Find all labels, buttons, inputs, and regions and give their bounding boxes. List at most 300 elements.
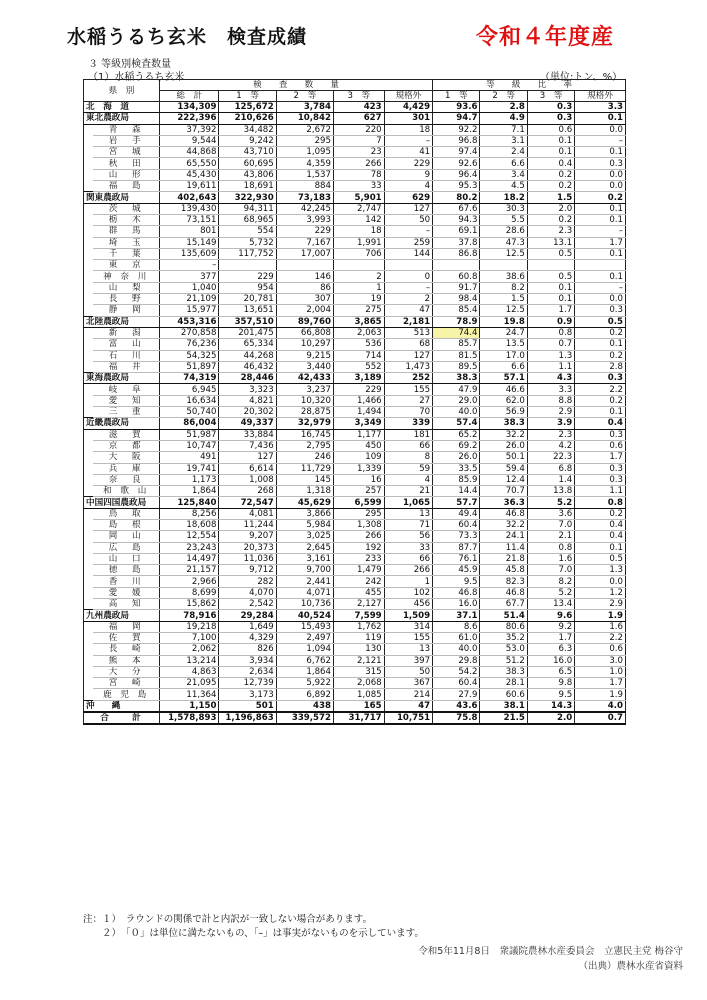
value-cell: 4.5: [480, 181, 527, 192]
value-cell: 1,649: [219, 621, 276, 632]
value-cell: 2,127: [334, 599, 385, 610]
table-row: [84, 407, 626, 418]
indent-cell: [84, 158, 94, 169]
value-cell: 76,236: [160, 339, 219, 350]
value-cell: 155: [384, 384, 432, 395]
value-cell: 19,218: [160, 621, 219, 632]
value-cell: 181: [384, 429, 432, 440]
value-cell: 2,645: [276, 542, 333, 553]
value-cell: 19,741: [160, 463, 219, 474]
value-cell: 229: [219, 271, 276, 282]
indent-cell: [84, 407, 94, 418]
value-cell: 1,196,863: [219, 712, 276, 724]
value-cell: 9.5: [433, 576, 480, 587]
value-cell: 1,008: [219, 474, 276, 485]
value-cell: 127: [219, 452, 276, 463]
value-cell: 8.8: [527, 395, 574, 406]
value-cell: 40.0: [433, 644, 480, 655]
value-cell: 6,892: [276, 689, 333, 700]
table-row: [84, 361, 626, 372]
value-cell: 10,736: [276, 599, 333, 610]
value-cell: 3.6: [527, 508, 574, 519]
value-cell: 0.1: [527, 294, 574, 305]
value-cell: 1,473: [384, 361, 432, 372]
value-cell: 2,795: [276, 440, 333, 451]
value-cell: 0.6: [575, 644, 626, 655]
value-cell: 7.1: [480, 124, 527, 135]
value-cell: 0.2: [575, 395, 626, 406]
table-row: [84, 440, 626, 451]
value-cell: 0.1: [575, 339, 626, 350]
region-name: 北 海 道: [84, 102, 160, 113]
value-cell: 629: [384, 192, 432, 203]
value-cell: 6,599: [334, 497, 385, 508]
table-row: [84, 531, 626, 542]
value-cell: 229: [334, 384, 385, 395]
value-cell: 21,157: [160, 565, 219, 576]
value-cell: 19.8: [480, 316, 527, 327]
value-cell: 1.3: [527, 350, 574, 361]
value-cell: [276, 260, 333, 271]
value-cell: 19,611: [160, 181, 219, 192]
value-cell: 36.3: [480, 497, 527, 508]
region-name: 沖 縄: [84, 700, 160, 712]
value-cell: 3,173: [219, 689, 276, 700]
value-cell: 66,808: [276, 327, 333, 338]
value-cell: 13: [384, 644, 432, 655]
value-cell: 282: [219, 576, 276, 587]
indent-cell: [84, 644, 94, 655]
value-cell: 98.4: [433, 294, 480, 305]
value-cell: 45,430: [160, 169, 219, 180]
value-cell: 15,862: [160, 599, 219, 610]
value-cell: 257: [334, 486, 385, 497]
region-row: [84, 497, 626, 508]
value-cell: 21,095: [160, 678, 219, 689]
value-cell: 9.6: [527, 610, 574, 621]
value-cell: 0.6: [575, 440, 626, 451]
value-cell: 46.8: [480, 587, 527, 598]
value-cell: 29.0: [433, 395, 480, 406]
value-cell: 67.6: [433, 203, 480, 214]
value-cell: 3.1: [480, 135, 527, 146]
indent-cell: [84, 294, 94, 305]
value-cell: 26.0: [480, 440, 527, 451]
value-cell: 40.0: [433, 407, 480, 418]
value-cell: 15,977: [160, 305, 219, 316]
value-cell: 27.9: [433, 689, 480, 700]
value-cell: 59: [384, 463, 432, 474]
value-cell: 0.7: [527, 339, 574, 350]
value-cell: 0.3: [575, 474, 626, 485]
value-cell: 4.0: [575, 700, 626, 712]
value-cell: 1,173: [160, 474, 219, 485]
value-cell: 268: [219, 486, 276, 497]
value-cell: 67.7: [480, 599, 527, 610]
value-cell: 453,316: [160, 316, 219, 327]
value-cell: 21.8: [480, 553, 527, 564]
value-cell: 0: [384, 271, 432, 282]
value-cell: 0.1: [527, 135, 574, 146]
value-cell: 3,784: [276, 102, 333, 113]
indent-cell: [84, 181, 94, 192]
value-cell: 1,177: [334, 429, 385, 440]
value-cell: 1,150: [160, 700, 219, 712]
value-cell: –: [384, 282, 432, 293]
indent-cell: [84, 666, 94, 677]
prefecture-name: 東 京: [93, 260, 159, 271]
value-cell: 0.1: [575, 542, 626, 553]
table-row: [84, 384, 626, 395]
value-cell: 135,609: [160, 248, 219, 259]
prefecture-name: 和 歌 山: [93, 486, 159, 497]
value-cell: 0.3: [575, 429, 626, 440]
table-row: [84, 282, 626, 293]
prefecture-name: 岩 手: [93, 135, 159, 146]
value-cell: 109: [334, 452, 385, 463]
value-cell: 0.7: [575, 712, 626, 724]
table-row: [84, 226, 626, 237]
value-cell: 95.3: [433, 181, 480, 192]
value-cell: 455: [334, 587, 385, 598]
prefecture-name: 山 口: [93, 553, 159, 564]
value-cell: 954: [219, 282, 276, 293]
value-cell: 73,183: [276, 192, 333, 203]
indent-cell: [84, 689, 94, 700]
value-cell: 9: [384, 169, 432, 180]
value-cell: [433, 260, 480, 271]
section-heading: ３ 等級別検査数量: [88, 59, 172, 70]
value-cell: 62.0: [480, 395, 527, 406]
indent-cell: [84, 553, 94, 564]
value-cell: 0.8: [527, 542, 574, 553]
table-row: [84, 158, 626, 169]
value-cell: 51.2: [480, 655, 527, 666]
value-cell: 0.2: [575, 508, 626, 519]
value-cell: 80.6: [480, 621, 527, 632]
value-cell: 45,629: [276, 497, 333, 508]
total-name: 合 計: [84, 712, 160, 724]
value-cell: 0.5: [575, 316, 626, 327]
value-cell: 74.4: [433, 327, 480, 338]
header-grade3-qty: 3 等: [334, 91, 385, 102]
value-cell: 130: [334, 644, 385, 655]
value-cell: 6,945: [160, 384, 219, 395]
indent-cell: [84, 226, 94, 237]
value-cell: 13,214: [160, 655, 219, 666]
value-cell: –: [575, 135, 626, 146]
prefecture-name: 新 潟: [93, 327, 159, 338]
value-cell: 3.4: [480, 169, 527, 180]
value-cell: 229: [384, 158, 432, 169]
value-cell: 1,991: [334, 237, 385, 248]
value-cell: 13: [384, 508, 432, 519]
value-cell: 9,544: [160, 135, 219, 146]
value-cell: 6.8: [527, 463, 574, 474]
value-cell: 266: [334, 531, 385, 542]
table-row: [84, 135, 626, 146]
value-cell: 0.4: [575, 418, 626, 429]
value-cell: 4: [384, 474, 432, 485]
value-cell: 13,651: [219, 305, 276, 316]
value-cell: 9,207: [219, 531, 276, 542]
value-cell: 16.0: [527, 655, 574, 666]
table-row: [84, 655, 626, 666]
indent-cell: [84, 203, 94, 214]
value-cell: 5.5: [480, 214, 527, 225]
prefecture-name: 福 岡: [93, 621, 159, 632]
value-cell: 266: [384, 565, 432, 576]
value-cell: 4.3: [527, 373, 574, 384]
value-cell: 73,151: [160, 214, 219, 225]
value-cell: 60.6: [480, 689, 527, 700]
value-cell: 2,062: [160, 644, 219, 655]
value-cell: 1,864: [276, 666, 333, 677]
value-cell: 21,109: [160, 294, 219, 305]
value-cell: 38.6: [480, 271, 527, 282]
value-cell: 1.6: [527, 553, 574, 564]
value-cell: 18.2: [480, 192, 527, 203]
value-cell: 85.7: [433, 339, 480, 350]
indent-cell: [84, 632, 94, 643]
value-cell: 17,007: [276, 248, 333, 259]
value-cell: 85.9: [433, 474, 480, 485]
value-cell: 38.3: [480, 666, 527, 677]
value-cell: 51,897: [160, 361, 219, 372]
value-cell: 339: [384, 418, 432, 429]
header-substandard-ratio: 規格外: [575, 91, 626, 102]
region-name: 東海農政局: [84, 373, 160, 384]
value-cell: 210,626: [219, 113, 276, 124]
value-cell: 127: [384, 203, 432, 214]
value-cell: 4,821: [219, 395, 276, 406]
value-cell: 0.0: [575, 294, 626, 305]
value-cell: 86,004: [160, 418, 219, 429]
value-cell: 33,884: [219, 429, 276, 440]
table-row: [84, 553, 626, 564]
value-cell: 307: [276, 294, 333, 305]
table-row: [84, 463, 626, 474]
value-cell: 87.7: [433, 542, 480, 553]
value-cell: 56.9: [480, 407, 527, 418]
value-cell: 501: [219, 700, 276, 712]
value-cell: 0.8: [575, 497, 626, 508]
value-cell: 24.1: [480, 531, 527, 542]
indent-cell: [84, 124, 94, 135]
value-cell: 32.2: [480, 429, 527, 440]
prefecture-name: 静 岡: [93, 305, 159, 316]
value-cell: 884: [276, 181, 333, 192]
value-cell: 33: [384, 542, 432, 553]
value-cell: 450: [334, 440, 385, 451]
value-cell: 266: [334, 158, 385, 169]
value-cell: 1,578,893: [160, 712, 219, 724]
value-cell: 127: [384, 350, 432, 361]
value-cell: 423: [334, 102, 385, 113]
value-cell: 1.7: [527, 305, 574, 316]
table-row: [84, 542, 626, 553]
value-cell: 3,323: [219, 384, 276, 395]
prefecture-name: 群 馬: [93, 226, 159, 237]
value-cell: 0.1: [527, 147, 574, 158]
indent-cell: [84, 621, 94, 632]
table-row: [84, 339, 626, 350]
value-cell: 69.2: [433, 440, 480, 451]
value-cell: 1,339: [334, 463, 385, 474]
value-cell: 0.2: [527, 214, 574, 225]
value-cell: 1,094: [276, 644, 333, 655]
value-cell: 4,070: [219, 587, 276, 598]
prefecture-name: 秋 田: [93, 158, 159, 169]
value-cell: 23,243: [160, 542, 219, 553]
value-cell: 1.1: [575, 486, 626, 497]
value-cell: 1.4: [527, 474, 574, 485]
value-cell: 20,781: [219, 294, 276, 305]
value-cell: 13.5: [480, 339, 527, 350]
value-cell: 706: [334, 248, 385, 259]
value-cell: 8: [384, 452, 432, 463]
value-cell: 0.8: [527, 327, 574, 338]
value-cell: 7,599: [334, 610, 385, 621]
value-cell: 2,634: [219, 666, 276, 677]
value-cell: 89.5: [433, 361, 480, 372]
value-cell: [334, 260, 385, 271]
value-cell: 78: [334, 169, 385, 180]
value-cell: 146: [276, 271, 333, 282]
value-cell: 1.9: [575, 689, 626, 700]
value-cell: 7.0: [527, 519, 574, 530]
table-row: [84, 305, 626, 316]
value-cell: 86: [276, 282, 333, 293]
value-cell: 10,747: [160, 440, 219, 451]
value-cell: 3,025: [276, 531, 333, 542]
table-row: [84, 576, 626, 587]
table-row: [84, 260, 626, 271]
region-row: [84, 113, 626, 124]
table-row: [84, 248, 626, 259]
value-cell: 97.4: [433, 147, 480, 158]
prefecture-name: 鳥 取: [93, 508, 159, 519]
value-cell: [575, 260, 626, 271]
indent-cell: [84, 565, 94, 576]
value-cell: 2.0: [527, 712, 574, 724]
value-cell: 2,068: [334, 678, 385, 689]
value-cell: 60.4: [433, 519, 480, 530]
indent-cell: [84, 440, 94, 451]
value-cell: 367: [384, 678, 432, 689]
value-cell: 1,095: [276, 147, 333, 158]
region-name: 中国四国農政局: [84, 497, 160, 508]
value-cell: 242: [334, 576, 385, 587]
indent-cell: [84, 282, 94, 293]
indent-cell: [84, 147, 94, 158]
region-row: [84, 700, 626, 712]
value-cell: 65.2: [433, 429, 480, 440]
value-cell: 4,863: [160, 666, 219, 677]
value-cell: 12.4: [480, 474, 527, 485]
value-cell: 0.3: [575, 373, 626, 384]
value-cell: 314: [384, 621, 432, 632]
value-cell: 1.5: [480, 294, 527, 305]
value-cell: 2.2: [575, 384, 626, 395]
table-row: [84, 599, 626, 610]
value-cell: 5.2: [527, 587, 574, 598]
value-cell: 75.8: [433, 712, 480, 724]
value-cell: –: [384, 226, 432, 237]
value-cell: 5,922: [276, 678, 333, 689]
value-cell: 49,337: [219, 418, 276, 429]
value-cell: 85.4: [433, 305, 480, 316]
value-cell: 4,359: [276, 158, 333, 169]
region-name: 近畿農政局: [84, 418, 160, 429]
prefecture-name: 福 井: [93, 361, 159, 372]
value-cell: 29,284: [219, 610, 276, 621]
value-cell: 233: [334, 553, 385, 564]
value-cell: 12.5: [480, 248, 527, 259]
prefecture-name: 奈 良: [93, 474, 159, 485]
value-cell: 1,466: [334, 395, 385, 406]
indent-cell: [84, 350, 94, 361]
table-row: [84, 181, 626, 192]
value-cell: 12,739: [219, 678, 276, 689]
value-cell: 5,732: [219, 237, 276, 248]
value-cell: 9,215: [276, 350, 333, 361]
value-cell: 456: [384, 599, 432, 610]
prefecture-name: 神 奈 川: [93, 271, 159, 282]
indent-cell: [84, 305, 94, 316]
value-cell: 11,244: [219, 519, 276, 530]
value-cell: 1,537: [276, 169, 333, 180]
value-cell: 9,700: [276, 565, 333, 576]
value-cell: 259: [384, 237, 432, 248]
value-cell: 32,979: [276, 418, 333, 429]
prefecture-name: 栃 木: [93, 214, 159, 225]
value-cell: 220: [334, 124, 385, 135]
header-grade3-ratio: 3 等: [527, 91, 574, 102]
table-row: [84, 452, 626, 463]
table-row: [84, 124, 626, 135]
table-row: [84, 666, 626, 677]
value-cell: 3,189: [334, 373, 385, 384]
indent-cell: [84, 508, 94, 519]
value-cell: 139,430: [160, 203, 219, 214]
value-cell: 82.3: [480, 576, 527, 587]
prefecture-name: 兵 庫: [93, 463, 159, 474]
value-cell: 1,762: [334, 621, 385, 632]
value-cell: 295: [334, 508, 385, 519]
value-cell: 0.5: [527, 248, 574, 259]
value-cell: [480, 260, 527, 271]
value-cell: 275: [334, 305, 385, 316]
value-cell: 66: [384, 553, 432, 564]
value-cell: 1.1: [527, 361, 574, 372]
value-cell: 3,866: [276, 508, 333, 519]
value-cell: 0.3: [575, 305, 626, 316]
value-cell: 0.1: [575, 271, 626, 282]
value-cell: 4,071: [276, 587, 333, 598]
value-cell: 627: [334, 113, 385, 124]
value-cell: 2,672: [276, 124, 333, 135]
value-cell: 1.3: [575, 565, 626, 576]
value-cell: 43,806: [219, 169, 276, 180]
table-row: [84, 294, 626, 305]
value-cell: 1.9: [575, 610, 626, 621]
value-cell: 9.2: [527, 621, 574, 632]
value-cell: 8.6: [433, 621, 480, 632]
value-cell: 46.8: [433, 587, 480, 598]
value-cell: 15,493: [276, 621, 333, 632]
value-cell: 3.0: [575, 655, 626, 666]
